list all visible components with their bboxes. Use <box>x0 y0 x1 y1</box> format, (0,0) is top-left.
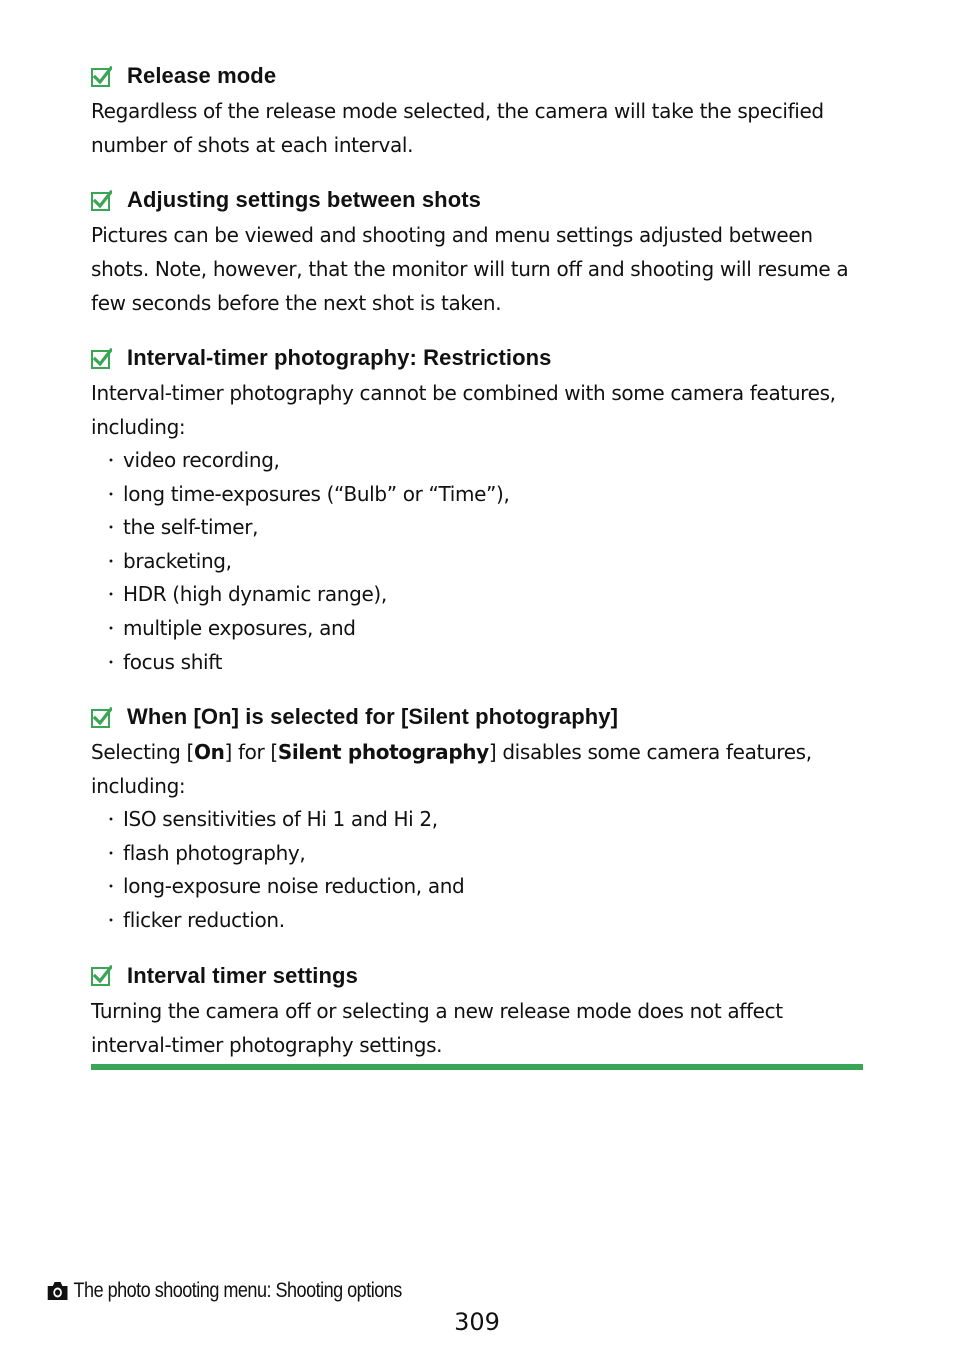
disabled-features-list <box>91 803 863 937</box>
bullet-icon: ・ <box>103 618 119 638</box>
menu-value-on: On <box>193 740 225 765</box>
note-interval-timer-settings <box>91 958 863 1062</box>
list-item: ・ HDR (high dynamic range), <box>91 578 863 612</box>
list-item: ・ ISO sensitivities of Hi 1 and Hi 2, <box>91 803 863 837</box>
section-heading-text: Interval-timer photography: Restrictions <box>127 345 552 370</box>
note-adjusting-settings <box>91 182 863 320</box>
list-item: ・ video recording, <box>91 444 863 478</box>
section-heading-text: Adjusting settings between shots <box>127 187 482 212</box>
section-heading <box>91 958 863 994</box>
list-item: ・ long-exposure noise reduction, and <box>91 870 863 904</box>
page-content <box>91 58 863 1070</box>
section-heading-text: Interval timer settings <box>127 962 358 988</box>
section-end-rule <box>91 1064 863 1070</box>
section-heading <box>91 340 863 376</box>
check-icon <box>91 190 112 211</box>
list-item: ・ long time-exposures (“Bulb” or “Time”), <box>91 478 863 512</box>
section-heading-text: Release mode <box>127 63 277 88</box>
check-icon <box>91 707 112 728</box>
check-icon <box>91 965 112 986</box>
section-heading <box>91 58 863 94</box>
section-paragraph: Interval-timer photography cannot be combined with some camera features, including: <box>91 381 836 439</box>
note-silent-photography <box>91 699 863 937</box>
list-item: ・ flicker reduction. <box>91 904 863 938</box>
bullet-icon: ・ <box>103 877 119 897</box>
section-paragraph: Pictures can be viewed and shooting and menu settings adjusted between shots. Note, however, that the monitor will turn off and shooting will resume a few seconds before the next shot is taken. <box>91 223 849 315</box>
bullet-icon: ・ <box>103 551 119 571</box>
bullet-icon: ・ <box>103 810 119 830</box>
section-paragraph: Regardless of the release mode selected, the camera will take the specified number of shots at each interval. <box>91 99 824 157</box>
section-heading <box>91 699 863 735</box>
camera-icon <box>46 1280 69 1302</box>
section-paragraph: Selecting [On] for [Silent photography] disables some camera features, including: <box>91 740 812 799</box>
footer-breadcrumb[interactable] <box>46 1279 402 1303</box>
section-heading-text: When [On] is selected for [Silent photography] <box>127 704 619 730</box>
section-paragraph: Turning the camera off or selecting a new release mode does not affect interval-timer photography settings. <box>91 998 783 1057</box>
bullet-icon: ・ <box>103 910 119 930</box>
note-release-mode <box>91 58 863 162</box>
list-item: ・ focus shift <box>91 646 863 680</box>
footer-link-text[interactable]: The photo shooting menu: Shooting options <box>73 1279 402 1302</box>
list-item: ・ multiple exposures, and <box>91 612 863 646</box>
page-number: 309 <box>454 1308 500 1336</box>
bullet-icon: ・ <box>103 843 119 863</box>
list-item: ・ bracketing, <box>91 545 863 579</box>
bullet-icon: ・ <box>103 484 119 504</box>
list-item: ・ the self-timer, <box>91 511 863 545</box>
bullet-icon: ・ <box>103 451 119 470</box>
list-item: ・ flash photography, <box>91 837 863 871</box>
note-interval-restrictions <box>91 340 863 679</box>
menu-item-silent-photography: Silent photography <box>277 740 489 765</box>
check-icon <box>91 66 112 87</box>
restrictions-list <box>91 444 863 679</box>
section-heading <box>91 182 863 218</box>
bullet-icon: ・ <box>103 652 119 672</box>
check-icon <box>91 348 112 369</box>
bullet-icon: ・ <box>103 585 119 605</box>
bullet-icon: ・ <box>103 518 119 538</box>
